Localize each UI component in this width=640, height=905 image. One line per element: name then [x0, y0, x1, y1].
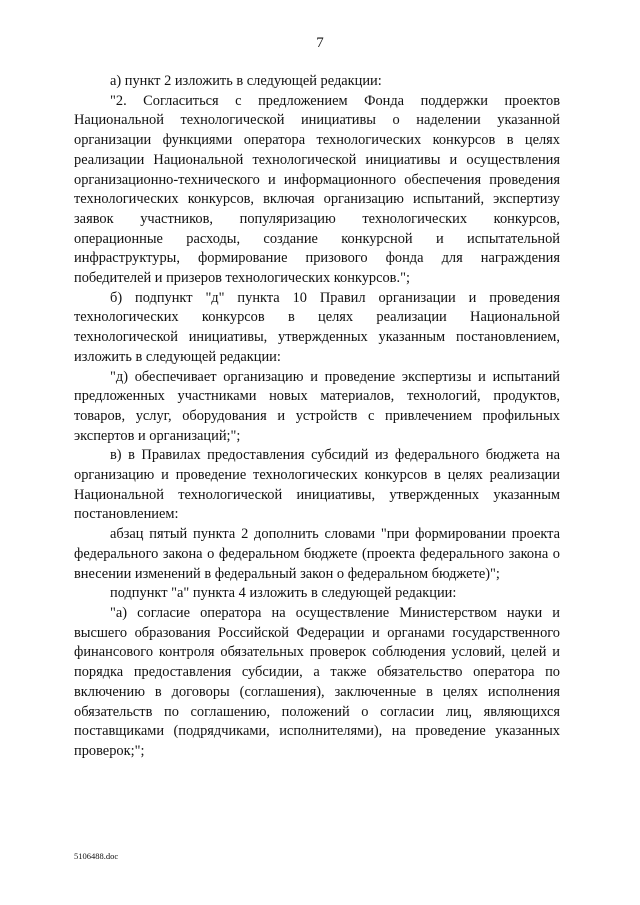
paragraph-subitem-a: подпункт "а" пункта 4 изложить в следующей редакции:	[110, 585, 457, 602]
page-number: 7	[316, 35, 324, 51]
paragraph-abzac-five: абзац пятый пункта 2 дополнить словами "при формировании проекта федерального закона о федеральном бюджете (проекта федерального закона о внесении изменений в федеральный закон о федеральном бюджете)";	[74, 526, 560, 582]
paragraph-item-v: в) в Правилах предоставления субсидий из федерального бюджета на организацию и проведение технологических конкурсов в целях реализации Национальной технологической инициативы, утвержденных указанным постановлением:	[74, 447, 560, 523]
footer-doc-id: 5106488.doc	[74, 851, 119, 861]
paragraph-item-a: а) пункт 2 изложить в следующей редакции:	[110, 73, 382, 89]
document-body	[74, 72, 560, 762]
paragraph-item-b: б) подпункт "д" пункта 10 Правил организации и проведения технологических конкурсов в целях реализации Национальной технологической инициативы, утвержденных указанным постановлением, изложить в следующей редакции:	[74, 289, 560, 365]
paragraph-quote-subitem-d: "д) обеспечивает организацию и проведение экспертизы и испытаний предложенных участниками новых материалов, технологий, продуктов, товаров, услуг, оборудования и устройств с привлечением профильных экспертов и организаций;";	[74, 368, 560, 444]
paragraph-quote-item-2: "2. Согласиться с предложением Фонда поддержки проектов Национальной технологической инициативы о наделении указанной организации функциями оператора технологических конкурсов в целях реализации Национальной технологической инициативы и осуществления организационно-технического и информационного обеспечения проведения технологических конкурсов, включая организацию испытаний, экспертизу заявок участников, популяризацию технологических конкурсов, операционные расходы, создание конкурсной и испытательной инфраструктуры, формирование призового фонда для награждения победителей и призеров технологических конкурсов.";	[74, 92, 560, 287]
paragraph-quote-subitem-a: "а) согласие оператора на осуществление Министерством науки и высшего образования Российской Федерации и органами государственного финансового контроля обязательных проверок соблюдения условий, целей и порядка предоставления субсидии, а также обязательство оператора по включению в договоры (соглашения), заключенные в целях исполнения обязательств по соглашению, положений о согласии лиц, являющихся поставщиками (подрядчиками, исполнителями), на проведение указанных проверок;";	[74, 604, 560, 759]
